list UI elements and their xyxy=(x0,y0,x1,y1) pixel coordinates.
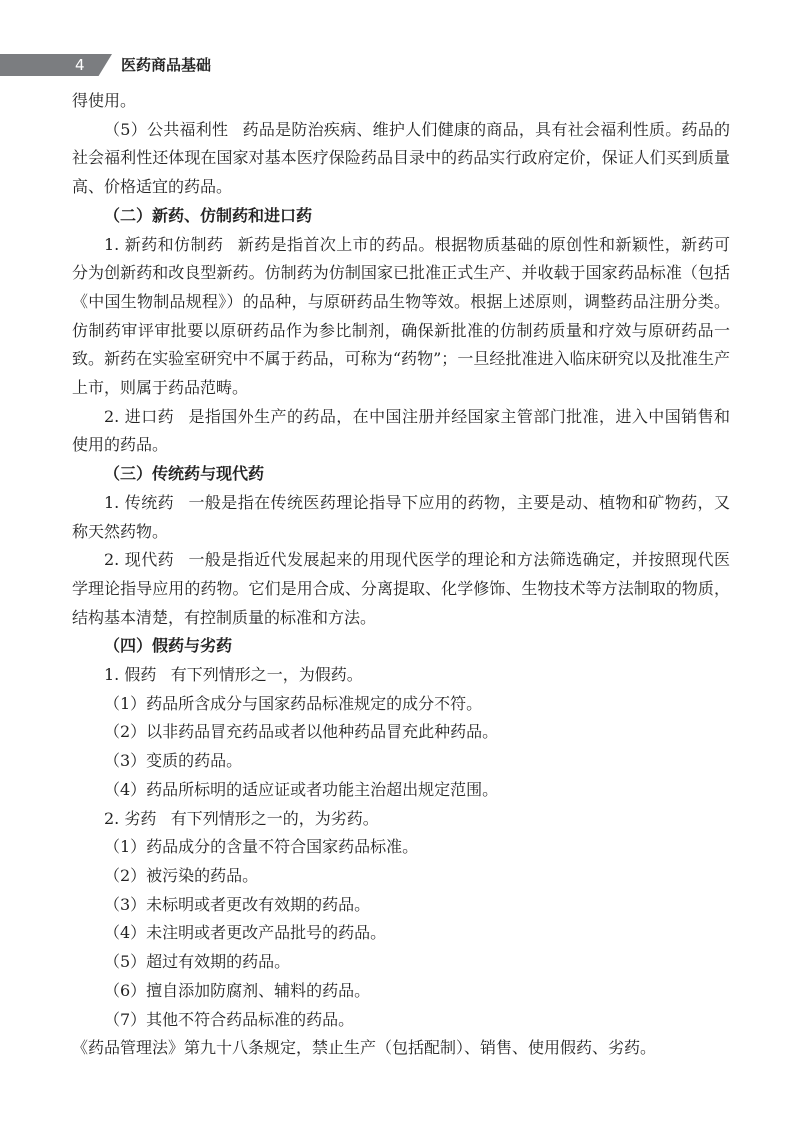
list-item: （4）药品所标明的适应证或者功能主治超出规定范围。 xyxy=(104,779,499,799)
paragraph-lead: 2. 现代药 xyxy=(104,550,175,570)
section-heading: （二）新药、仿制药和进口药 xyxy=(104,205,313,225)
paragraph-text: 有下列情形之一的，为劣药。 xyxy=(170,808,379,828)
list-item: （4）未注明或者更改产品批号的药品。 xyxy=(104,923,387,943)
list-item: （3）未标明或者更改有效期的药品。 xyxy=(104,894,371,914)
paragraph-text: 药品是防治疾病、维护人们健康的商品，具有社会福利性质。药品的社会福利性还体现在国家对基本医疗保险药品目录中的药品实行政府定价，保证人们买到质量高、价格适宜的药品。 xyxy=(72,119,730,197)
list-item: （3）变质的药品。 xyxy=(104,751,243,771)
paragraph-lead: 1. 传统药 xyxy=(104,492,175,512)
page-number: 4 xyxy=(75,56,85,74)
list-item: （5）超过有效期的药品。 xyxy=(104,952,291,972)
list-item: （7）其他不符合药品标准的药品。 xyxy=(104,1009,355,1029)
paragraph-text: 有下列情形之一，为假药。 xyxy=(170,665,363,685)
paragraph-text: 是指国外生产的药品，在中国注册并经国家主管部门批准，进入中国销售和使用的药品。 xyxy=(72,406,730,455)
paragraph-text: 新药是指首次上市的药品。根据物质基础的原创性和新颖性，新药可分为创新药和改良型新药。仿制药为仿制国家已批准正式生产、并收载于国家药品标准（包括《中国生物制品规程》）的品种，与原研药品生物等效。根据上述原则，调整药品注册分类。仿制药审评审批要以原研药品作为参比制剂，确保新批准的仿制药质量和疗效与原研药品一致。新药在实验室研究中不属于药品，可称为“药物”；一旦经批准进入临床研究以及批准生产上市，则属于药品范畴。 xyxy=(72,234,730,398)
list-item: （2）被污染的药品。 xyxy=(104,865,259,885)
paragraph xyxy=(72,546,730,632)
paragraph-lead: 1. 假药 xyxy=(104,665,157,685)
paragraph-lead: 1. 新药和仿制药 xyxy=(104,234,224,254)
paragraph xyxy=(72,116,730,202)
paragraph: 《药品管理法》第九十八条规定，禁止生产（包括配制）、销售、使用假药、劣药。 xyxy=(72,1038,657,1058)
paragraph xyxy=(72,489,730,546)
paragraph xyxy=(72,661,730,690)
paragraph-lead: （5）公共福利性 xyxy=(104,119,229,139)
book-title: 医药商品基础 xyxy=(121,56,212,74)
paragraph xyxy=(72,805,730,834)
list-item: （6）擅自添加防腐剂、辅料的药品。 xyxy=(104,980,371,1000)
paragraph xyxy=(72,403,730,460)
paragraph xyxy=(72,231,730,403)
list-item: （1）药品成分的含量不符合国家药品标准。 xyxy=(104,837,419,857)
list-item: （2）以非药品冒充药品或者以他种药品冒充此种药品。 xyxy=(104,722,499,742)
paragraph-text: 一般是指在传统医药理论指导下应用的药物，主要是动、植物和矿物药，又称天然药物。 xyxy=(72,492,730,541)
list-item: （1）药品所含成分与国家药品标准规定的成分不符。 xyxy=(104,693,483,713)
paragraph-lead: 2. 劣药 xyxy=(104,808,157,828)
header-bar xyxy=(0,54,112,76)
paragraph: 得使用。 xyxy=(72,91,137,110)
page-content xyxy=(72,87,730,1063)
paragraph-lead: 2. 进口药 xyxy=(104,406,175,426)
paragraph-text: 一般是指近代发展起来的用现代医学的理论和方法筛选确定，并按照现代医学理论指导应用的药物。它们是用合成、分离提取、化学修饰、生物技术等方法制取的物质，结构基本清楚，有控制质量的标准和方法。 xyxy=(72,550,730,627)
section-heading: （四）假药与劣药 xyxy=(104,636,233,656)
section-heading: （三）传统药与现代药 xyxy=(104,464,265,484)
